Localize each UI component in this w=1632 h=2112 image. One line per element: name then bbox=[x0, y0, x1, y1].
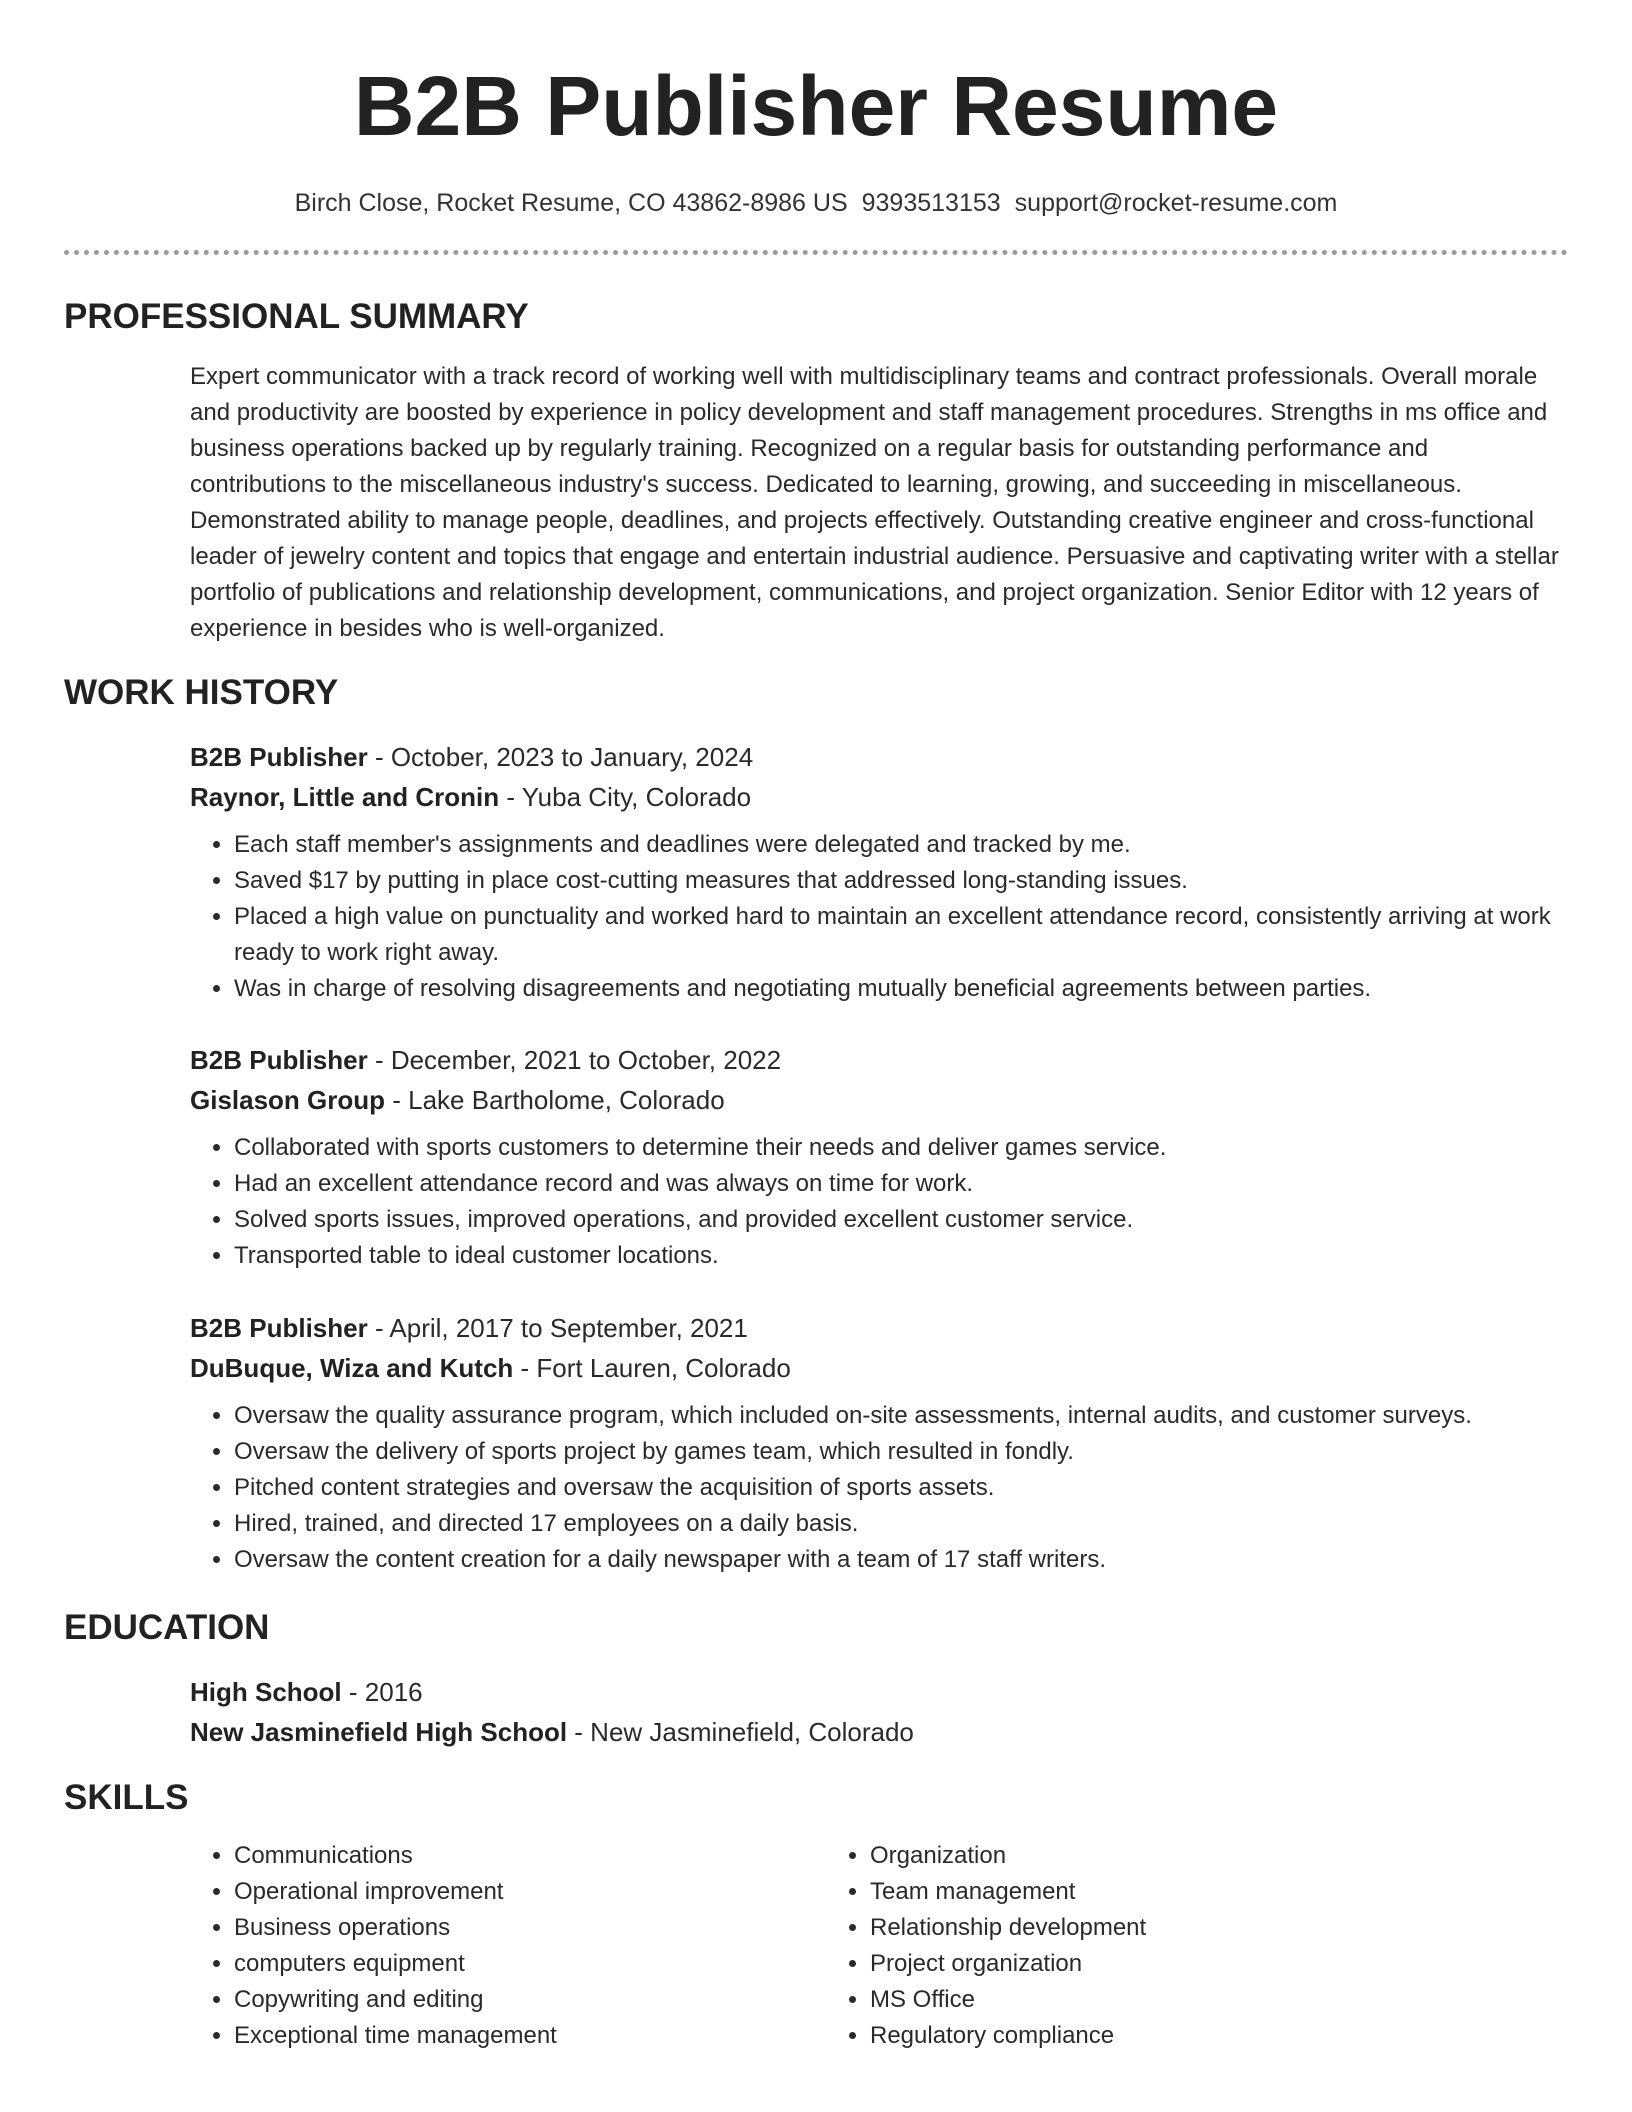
list-item: • Each staff member's assignments and deadlines were delegated and tracked by me. bbox=[234, 827, 1568, 863]
contact-line bbox=[64, 186, 1568, 220]
contact-address: Birch Close, Rocket Resume, CO 43862-8986 US bbox=[294, 189, 848, 217]
job-dates: - October, 2023 to January, 2024 bbox=[367, 742, 754, 772]
list-item: • Was in charge of resolving disagreements and negotiating mutually beneficial agreements between parties. bbox=[234, 971, 1568, 1007]
job-title: B2B Publisher bbox=[190, 742, 368, 772]
skill-item: • Business operations bbox=[234, 1910, 826, 1946]
job-company: DuBuque, Wiza and Kutch bbox=[190, 1353, 514, 1383]
list-item: • Solved sports issues, improved operations, and provided excellent customer service. bbox=[234, 1202, 1568, 1238]
education-year: - 2016 bbox=[341, 1677, 423, 1707]
list-item: • Oversaw the delivery of sports project by games team, which resulted in fondly. bbox=[234, 1434, 1568, 1470]
education-school-line bbox=[190, 1712, 1568, 1752]
list-item: • Collaborated with sports customers to determine their needs and deliver games service. bbox=[234, 1130, 1568, 1166]
job-company-line bbox=[190, 1348, 1568, 1388]
job-company: Raynor, Little and Cronin bbox=[190, 782, 500, 812]
summary-text: Expert communicator with a track record of working well with multidisciplinary teams and contract professionals. Overall morale and productivity are boosted by experience in policy development and staff management procedures. Strengths in ms office and business operations backed up by regularly training. Recognized on a regular basis for outstanding performance and contributions to the miscellaneous industry's success. Dedicated to learning, growing, and succeeding in miscellaneous. Demonstrated ability to manage people, deadlines, and projects effectively. Outstanding creative engineer and cross-functional leader of jewelry content and topics that engage and entertain industrial audience. Persuasive and captivating writer with a stellar portfolio of publications and relationship development, communications, and project organization. Senior Editor with 12 years of experience in besides who is well-organized. bbox=[190, 363, 1559, 642]
list-item: • Placed a high value on punctuality and worked hard to maintain an excellent attendance record, consistently arriving at work ready to work right away. bbox=[234, 899, 1568, 971]
skills-list bbox=[190, 1838, 1568, 2054]
resume-title: B2B Publisher Resume bbox=[353, 59, 1279, 153]
skill-item: • MS Office bbox=[870, 1982, 1462, 2018]
skill-item: • Exceptional time management bbox=[234, 2018, 826, 2054]
education-degree-line bbox=[190, 1672, 1568, 1712]
job-company: Gislason Group bbox=[190, 1085, 386, 1115]
skill-item: • Operational improvement bbox=[234, 1874, 826, 1910]
job-title-line bbox=[190, 1040, 1568, 1080]
skill-item: • Communications bbox=[234, 1838, 826, 1874]
job-title: B2B Publisher bbox=[190, 1045, 368, 1075]
job-entry bbox=[190, 737, 1568, 1007]
job-title-line bbox=[190, 737, 1568, 777]
job-company-line bbox=[190, 777, 1568, 817]
list-item: • Oversaw the content creation for a daily newspaper with a team of 17 staff writers. bbox=[234, 1542, 1568, 1578]
skill-item: • Copywriting and editing bbox=[234, 1982, 826, 2018]
job-company-line bbox=[190, 1080, 1568, 1120]
education-entry bbox=[190, 1672, 1568, 1752]
section-title-summary: PROFESSIONAL SUMMARY bbox=[64, 297, 529, 336]
job-dates: - December, 2021 to October, 2022 bbox=[367, 1045, 782, 1075]
skills-column-right bbox=[826, 1838, 1462, 2054]
skill-item: • Regulatory compliance bbox=[870, 2018, 1462, 2054]
contact-email: support@rocket-resume.com bbox=[1014, 189, 1338, 217]
skill-item: • Relationship development bbox=[870, 1910, 1462, 1946]
education-school: New Jasminefield High School bbox=[190, 1717, 568, 1747]
section-title-skills: SKILLS bbox=[64, 1778, 189, 1817]
skills-column-left bbox=[190, 1838, 826, 2054]
skill-item: • computers equipment bbox=[234, 1946, 826, 1982]
education-degree: High School bbox=[190, 1677, 342, 1707]
job-bullets bbox=[190, 1398, 1568, 1578]
list-item: • Oversaw the quality assurance program, which included on-site assessments, internal audits, and customer surveys. bbox=[234, 1398, 1568, 1434]
job-title-line bbox=[190, 1308, 1568, 1348]
skill-item: • Team management bbox=[870, 1874, 1462, 1910]
job-title: B2B Publisher bbox=[190, 1313, 368, 1343]
job-location: - Lake Bartholome, Colorado bbox=[385, 1085, 725, 1115]
education-location: - New Jasminefield, Colorado bbox=[567, 1717, 914, 1747]
contact-phone: 9393513153 bbox=[861, 189, 1001, 217]
job-bullets bbox=[190, 827, 1568, 1007]
list-item: • Saved $17 by putting in place cost-cutting measures that addressed long-standing issues. bbox=[234, 863, 1568, 899]
skill-item: • Project organization bbox=[870, 1946, 1462, 1982]
header-divider bbox=[64, 250, 1568, 255]
job-entry bbox=[190, 1308, 1568, 1578]
list-item: • Hired, trained, and directed 17 employees on a daily basis. bbox=[234, 1506, 1568, 1542]
job-entry bbox=[190, 1040, 1568, 1274]
list-item: • Transported table to ideal customer locations. bbox=[234, 1238, 1568, 1274]
job-bullets bbox=[190, 1130, 1568, 1274]
job-location: - Yuba City, Colorado bbox=[499, 782, 752, 812]
job-location: - Fort Lauren, Colorado bbox=[513, 1353, 791, 1383]
job-dates: - April, 2017 to September, 2021 bbox=[367, 1313, 748, 1343]
list-item: • Pitched content strategies and oversaw the acquisition of sports assets. bbox=[234, 1470, 1568, 1506]
skill-item: • Organization bbox=[870, 1838, 1462, 1874]
list-item: • Had an excellent attendance record and was always on time for work. bbox=[234, 1166, 1568, 1202]
section-title-education: EDUCATION bbox=[64, 1608, 270, 1647]
section-title-work-history: WORK HISTORY bbox=[64, 673, 339, 712]
